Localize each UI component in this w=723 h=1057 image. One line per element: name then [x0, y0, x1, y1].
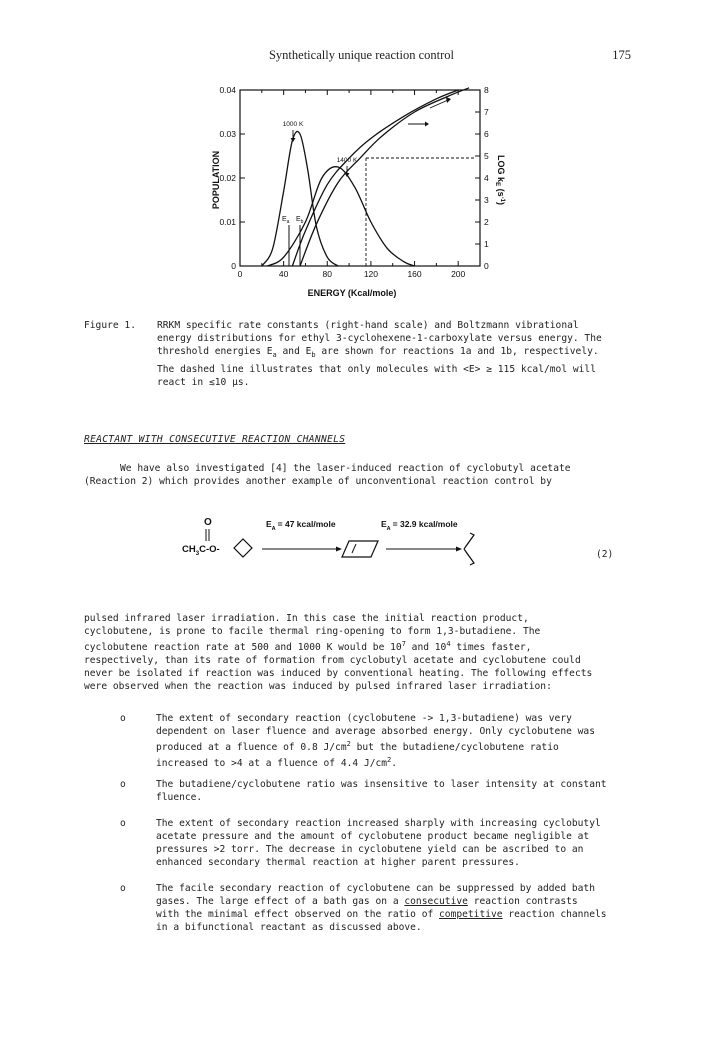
section-heading: REACTANT WITH CONSECUTIVE REACTION CHANNELS: [84, 434, 346, 445]
y-right-label: LOG $k_E$ $(s^{-1})$: [494, 155, 506, 205]
bullet-marker: o: [120, 713, 126, 724]
x-tick-label: 40: [278, 269, 289, 279]
paragraph-line: were observed when the reaction was induced by pulsed infrared laser irradiation:: [84, 681, 552, 693]
y-right-tick-label: 0: [484, 261, 489, 271]
x-tick-label: 120: [363, 269, 379, 279]
bullet-line: The extent of secondary reaction (cyclobutene -> 1,3-butadiene) was very: [156, 713, 572, 724]
caption-label: Figure 1.: [84, 320, 136, 331]
carbonyl-o: O: [204, 517, 212, 528]
caption-line: energy distributions for ethyl 3-cyclohexene-1-carboxylate versus energy. The: [157, 333, 602, 345]
y-left-label: POPULATION: [211, 150, 221, 210]
bullet-item: [120, 882, 650, 937]
reaction-scheme: [152, 505, 592, 585]
body-paragraph: [84, 612, 644, 693]
cyclobutyl-ring: [234, 539, 252, 557]
bullet-line: The extent of secondary reaction increased sharply with increasing cyclobutyl: [156, 818, 601, 829]
paragraph-line: respectively, than its rate of formation from cyclobutyl acetate and cyclobutene could: [84, 655, 581, 667]
y-right-tick-label: 6: [484, 129, 489, 139]
caption-line: react in ≲10 µs.: [157, 376, 250, 388]
intro-paragraph: [84, 462, 644, 488]
bullet-marker: o: [120, 883, 126, 894]
bullet-item: [120, 778, 650, 806]
rrkm-figure: [190, 80, 510, 312]
y-left-tick-label: 0.04: [219, 85, 236, 95]
x-tick-label: 160: [407, 269, 422, 279]
bullet-line: gases. The large effect of a bath gas on a consecutive reaction contrasts: [156, 896, 578, 907]
bullet-line: The butadiene/cyclobutene ratio was insensitive to laser intensity at constant: [156, 779, 607, 790]
y-right-tick-label: 4: [484, 173, 489, 183]
ea2-label: $E_A = 32.9$ kcal/mole: [381, 519, 458, 532]
label-1400k: 1400 K: [336, 157, 358, 164]
y-right-tick-label: 2: [484, 217, 489, 227]
ch3-group: $CH_3C-O-$: [182, 544, 220, 557]
bullet-line: increased to >4 at a fluence of 4.4 $J/cm^2$.: [156, 756, 398, 770]
bullet-line: acetate pressure and the amount of cyclobutene product became negligible at: [156, 831, 590, 842]
caption-line: The dashed line illustrates that only molecules with <E> ≥ 115 kcal/mol will: [157, 363, 596, 375]
y-right-tick-label: 1: [484, 239, 489, 249]
bullet-line: fluence.: [156, 792, 203, 803]
y-left-tick-label: 0.01: [219, 217, 236, 227]
x-tick-label: 80: [322, 269, 333, 279]
bullet-line: enhanced secondary thermal reaction at higher parent pressures.: [156, 857, 520, 868]
x-tick-label: 0: [237, 269, 243, 279]
caption-line: RRKM specific rate constants (right-hand scale) and Boltzmann vibrational: [157, 320, 579, 331]
label-ea: $E_a$: [282, 216, 290, 225]
y-right-tick-label: 8: [484, 85, 489, 95]
running-head: Synthetically unique reaction control: [268, 48, 455, 62]
y-left-tick-label: 0.03: [219, 129, 236, 139]
bullet-line: produced at a fluence of 0.8 $J/cm^2$ but the butadiene/cyclobutene ratio: [156, 740, 559, 754]
paragraph-line: We have also investigated [4] the laser-induced reaction of cyclobutyl acetate: [120, 463, 571, 474]
paragraph-line: pulsed infrared laser irradiation. In this case the initial reaction product,: [84, 613, 529, 624]
bullet-item: [120, 712, 650, 770]
bullet-line: dependent on laser fluence and average absorbed energy. Only cyclobutene was: [156, 726, 595, 737]
bullet-marker: o: [120, 779, 126, 790]
y-right-tick-label: 3: [484, 195, 489, 205]
y-right-tick-label: 5: [484, 151, 489, 161]
bullet-line: pressures >2 torr. The decrease in cyclobutene yield can be ascribed to an: [156, 844, 584, 855]
paragraph-line: (Reaction 2) which provides another example of unconventional reaction control by: [84, 476, 552, 487]
cyclobutene-ring: [342, 541, 378, 557]
x-tick-label: 200: [451, 269, 466, 279]
paragraph-line: cyclobutene reaction rate at 500 and 1000 K would be $10^7$ and $10^4$ times faster,: [84, 640, 532, 654]
y-right-tick-label: 7: [484, 107, 489, 117]
label-1000k: 1000 K: [282, 121, 304, 128]
bullet-line: in a bifunctional reactant as discussed above.: [156, 922, 422, 933]
curve-rate-3: [300, 88, 469, 266]
curve-rate-2: [292, 90, 458, 266]
label-eb: $E_b$: [296, 216, 304, 225]
bullet-line: with the minimal effect observed on the ratio of competitive reaction channels: [156, 909, 607, 920]
equation-number: (2): [596, 549, 614, 560]
bullet-marker: o: [120, 818, 126, 829]
plot-frame: [240, 90, 480, 266]
bullet-item: [120, 817, 650, 872]
page-number: 175: [612, 48, 631, 62]
y-left-tick-label: 0: [231, 261, 236, 271]
caption-line: threshold energies $E_a$ and $E_b$ are shown for reactions 1a and 1b, respectively.: [157, 346, 599, 360]
paragraph-line: never be isolated if reaction was induced by conventional heating. The following effects: [84, 668, 593, 680]
x-axis-label: ENERGY (Kcal/mole): [307, 288, 397, 298]
bullet-line: The facile secondary reaction of cyclobutene can be suppressed by added bath: [156, 883, 595, 894]
ea1-label: $E_A = 47$ kcal/mole: [266, 519, 336, 532]
y-left-tick-label: 0.02: [219, 173, 236, 183]
paragraph-line: cyclobutene, is prone to facile thermal ring-opening to form 1,3-butadiene. The: [84, 626, 541, 637]
